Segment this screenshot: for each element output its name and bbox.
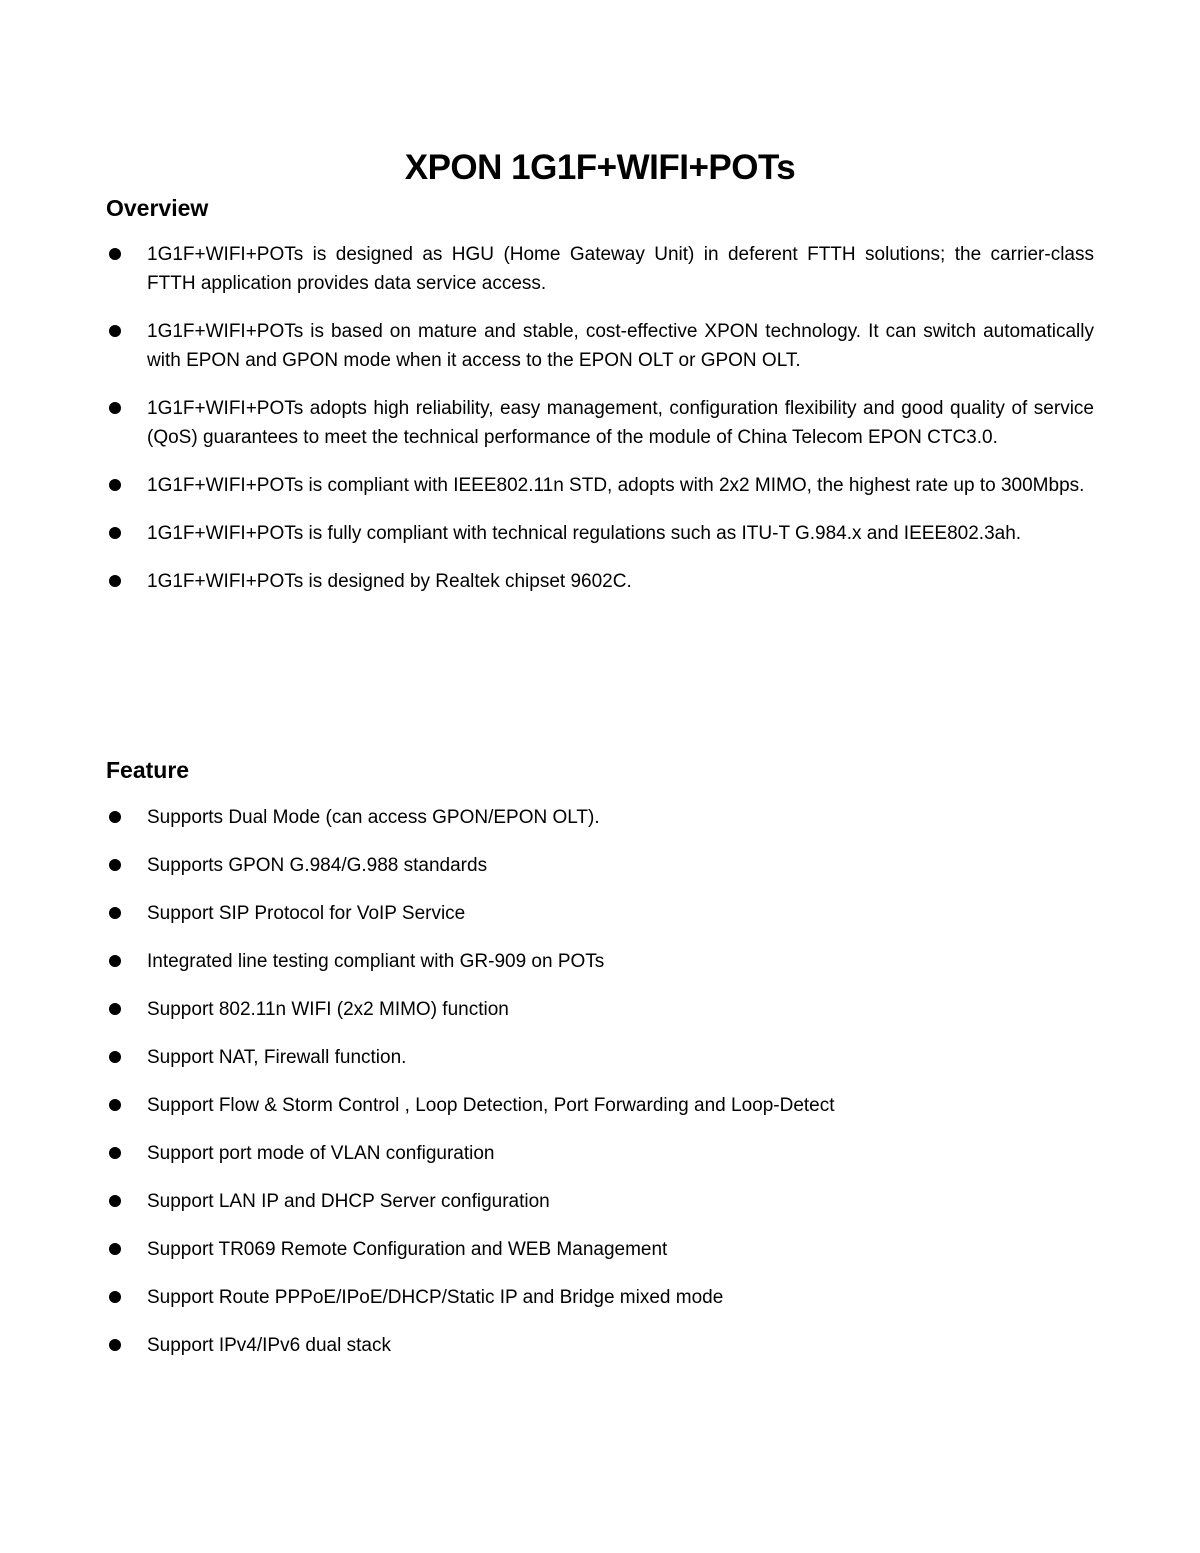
overview-item-text: 1G1F+WIFI+POTs is based on mature and stable, cost-effective XPON technology. It can switch automatically with EPON and GPON mode when it access to the EPON OLT or GPON OLT. [147, 321, 1094, 371]
overview-item [106, 317, 1094, 375]
overview-list [106, 240, 1094, 615]
feature-item [106, 1043, 1094, 1072]
feature-item [106, 1235, 1094, 1264]
overview-item-text: 1G1F+WIFI+POTs adopts high reliability, easy management, configuration flexibility and good quality of service (QoS) guarantees to meet the technical performance of the module of China Telecom EPON CTC3.0. [147, 398, 1094, 448]
feature-item-text: Support Route PPPoE/IPoE/DHCP/Static IP and Bridge mixed mode [147, 1287, 724, 1308]
overview-item-text: 1G1F+WIFI+POTs is fully compliant with technical regulations such as ITU-T G.984.x and IEEE802.3ah. [147, 523, 1022, 544]
feature-item-text: Support SIP Protocol for VoIP Service [147, 903, 466, 924]
feature-item-text: Integrated line testing compliant with GR-909 on POTs [147, 951, 605, 972]
bullet-icon [109, 1099, 121, 1111]
overview-item [106, 240, 1094, 298]
feature-item-text: Support LAN IP and DHCP Server configuration [147, 1191, 550, 1212]
overview-item [106, 471, 1094, 500]
feature-item [106, 1139, 1094, 1168]
overview-item [106, 567, 1094, 596]
bullet-icon [109, 1339, 121, 1351]
bullet-icon [109, 1195, 121, 1207]
overview-item-text: 1G1F+WIFI+POTs is designed as HGU (Home Gateway Unit) in deferent FTTH solutions; the carrier-class FTTH application provides data service access. [147, 244, 1094, 294]
feature-item-text: Support NAT, Firewall function. [147, 1047, 407, 1068]
feature-item [106, 1331, 1094, 1360]
overview-item [106, 519, 1094, 548]
feature-item-text: Support TR069 Remote Configuration and WEB Management [147, 1239, 668, 1260]
bullet-icon [109, 1291, 121, 1303]
feature-item [106, 803, 1094, 832]
bullet-icon [109, 527, 121, 539]
feature-item-text: Support Flow & Storm Control , Loop Detection, Port Forwarding and Loop-Detect [147, 1095, 835, 1116]
bullet-icon [109, 1243, 121, 1255]
feature-item-text: Supports Dual Mode (can access GPON/EPON OLT). [147, 807, 600, 828]
bullet-icon [109, 325, 121, 337]
feature-list [106, 803, 1094, 1379]
bullet-icon [109, 479, 121, 491]
feature-item-text: Support IPv4/IPv6 dual stack [147, 1335, 391, 1356]
bullet-icon [109, 1147, 121, 1159]
bullet-icon [109, 248, 121, 260]
feature-item [106, 947, 1094, 976]
feature-item [106, 899, 1094, 928]
document-title: XPON 1G1F+WIFI+POTs [404, 148, 796, 187]
bullet-icon [109, 1051, 121, 1063]
feature-heading: Feature [106, 757, 190, 783]
bullet-icon [109, 402, 121, 414]
feature-item-text: Support port mode of VLAN configuration [147, 1143, 495, 1164]
feature-item [106, 1187, 1094, 1216]
bullet-icon [109, 859, 121, 871]
overview-heading: Overview [106, 195, 209, 221]
feature-item [106, 995, 1094, 1024]
feature-item-text: Supports GPON G.984/G.988 standards [147, 855, 488, 876]
bullet-icon [109, 1003, 121, 1015]
feature-item [106, 851, 1094, 880]
bullet-icon [109, 955, 121, 967]
overview-item [106, 394, 1094, 452]
overview-item-text: 1G1F+WIFI+POTs is designed by Realtek chipset 9602C. [147, 571, 632, 592]
bullet-icon [109, 575, 121, 587]
overview-item-text: 1G1F+WIFI+POTs is compliant with IEEE802.11n STD, adopts with 2x2 MIMO, the highest rate up to 300Mbps. [147, 475, 1085, 496]
feature-item [106, 1283, 1094, 1312]
bullet-icon [109, 907, 121, 919]
bullet-icon [109, 811, 121, 823]
feature-item [106, 1091, 1094, 1120]
feature-item-text: Support 802.11n WIFI (2x2 MIMO) function [147, 999, 509, 1020]
